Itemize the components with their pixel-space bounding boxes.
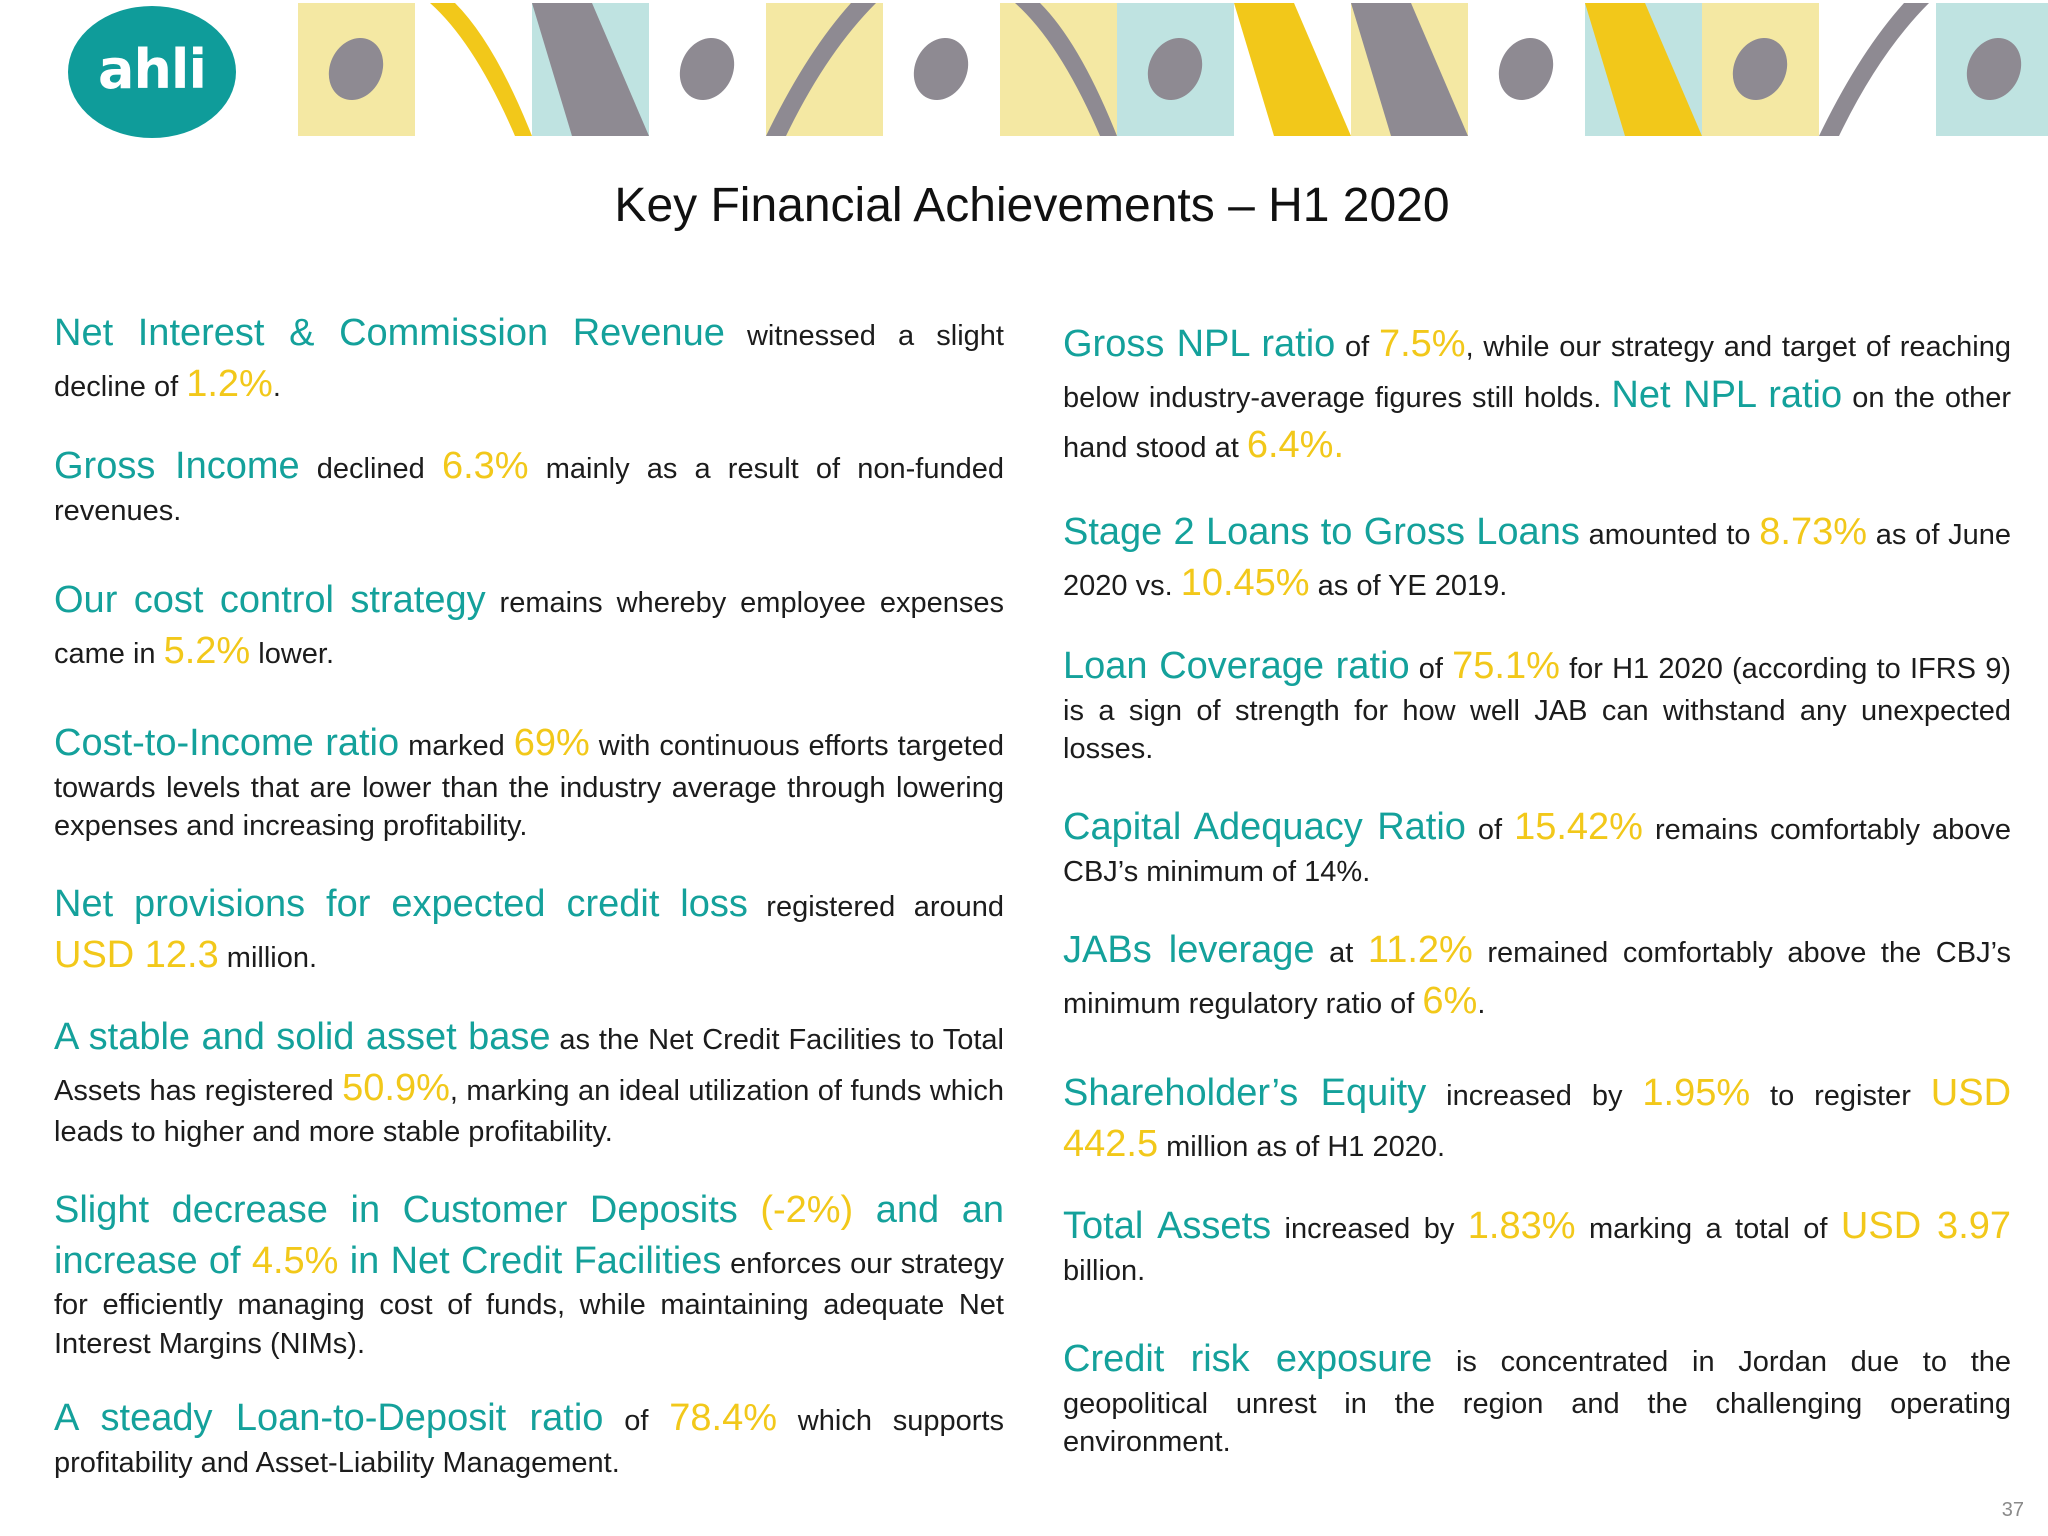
- logo-text: ahli: [98, 37, 206, 101]
- banner-tile: [1234, 3, 1351, 136]
- cost-to-income-paragraph: [54, 718, 1004, 846]
- body-text: is concentrated in Jordan due to the geopolitical unrest in the region and the challenging operating environment.: [1063, 1346, 2012, 1459]
- body-text: mainly as a result of non-funded revenues.: [54, 453, 1004, 527]
- highlight-label: Our cost control strategy: [54, 579, 486, 621]
- highlight-value: 6.3%: [441, 445, 529, 487]
- highlight-label: in Net Credit Facilities: [338, 1239, 722, 1282]
- highlight-value: 5.2%: [163, 629, 251, 672]
- loan-to-deposit-paragraph: [54, 1393, 1004, 1482]
- highlight-label: Net Interest & Commission Revenue: [54, 312, 725, 354]
- stage-2-loans-paragraph: [1063, 507, 2011, 608]
- banner-tile: [1585, 3, 1702, 136]
- body-text: remains comfortably above CBJ’s minimum of 14%.: [1063, 814, 2011, 888]
- net-interest-paragraph: [54, 308, 1004, 409]
- highlight-value: 4.5%: [251, 1239, 339, 1282]
- highlight-value: USD 3.97: [1840, 1205, 2012, 1247]
- leverage-paragraph: [1063, 925, 2011, 1026]
- highlight-label: Loan Coverage ratio: [1063, 645, 1410, 687]
- highlight-value: 8.73%: [1759, 511, 1868, 553]
- highlight-value: 6.4%.: [1246, 424, 1344, 467]
- highlight-value: 7.5%: [1378, 323, 1466, 365]
- body-text: of: [603, 1405, 670, 1437]
- loan-coverage-paragraph: [1063, 641, 2011, 769]
- highlight-value: USD 442.5: [1063, 1072, 2012, 1165]
- body-text: at: [1314, 937, 1368, 969]
- total-assets-paragraph: [1063, 1201, 2011, 1290]
- banner-tile: [649, 3, 766, 136]
- ahli-logo: [68, 6, 236, 138]
- body-text: registered around: [747, 891, 1004, 923]
- body-text: lower.: [250, 637, 335, 670]
- body-text: , marking an ideal utilization of funds which leads to higher and more stable profitability.: [54, 1074, 1004, 1149]
- highlight-label: Slight decrease in Customer Deposits: [54, 1189, 761, 1231]
- body-text: amounted to: [1579, 519, 1760, 551]
- net-provisions-paragraph: [54, 879, 1004, 980]
- banner-tile: [1936, 3, 2048, 136]
- gross-income-paragraph: [54, 441, 1004, 530]
- body-text: as of June 2020 vs.: [1063, 519, 2012, 602]
- banner-tile: [766, 3, 883, 136]
- highlight-value: USD 12.3: [54, 933, 219, 976]
- body-text: .: [272, 370, 281, 403]
- body-text: as the Net Credit Facilities to Total Assets has registered: [54, 1024, 1005, 1107]
- body-text: on the other hand stood at: [1063, 381, 2011, 465]
- highlight-label: Gross Income: [54, 445, 300, 487]
- body-text: witnessed a slight decline of: [54, 320, 1004, 403]
- body-text: of: [1335, 331, 1379, 363]
- decorative-banner: [298, 3, 2048, 136]
- gross-npl-paragraph: [1063, 319, 2011, 471]
- highlight-value: 11.2%: [1367, 929, 1473, 971]
- body-text: increased by: [1426, 1080, 1643, 1112]
- body-text: billion.: [1063, 1254, 1146, 1287]
- banner-tile: [1000, 3, 1117, 136]
- banner-tile: [1351, 3, 1468, 136]
- highlight-label: Shareholder’s Equity: [1063, 1072, 1427, 1114]
- banner-tile: [532, 3, 649, 136]
- body-text: declined: [299, 453, 442, 485]
- body-text: remained comfortably above the CBJ’s minimum regulatory ratio of: [1063, 937, 2011, 1020]
- highlight-label: Total Assets: [1063, 1205, 1272, 1247]
- asset-base-paragraph: [54, 1012, 1004, 1152]
- highlight-value: (-2%): [760, 1189, 854, 1231]
- body-text: for H1 2020 (according to IFRS 9) is a sign of strength for how well JAB can withstand any unexpected losses.: [1063, 653, 2011, 766]
- body-text: million.: [218, 941, 318, 974]
- highlight-value: 75.1%: [1452, 645, 1560, 687]
- banner-tile: [298, 3, 415, 136]
- highlight-label: Capital Adequacy Ratio: [1063, 806, 1466, 848]
- highlight-value: 15.42%: [1514, 806, 1643, 848]
- highlight-label: JABs leverage: [1063, 929, 1315, 971]
- highlight-value: 1.2%: [186, 362, 273, 405]
- banner-tile: [415, 3, 532, 136]
- banner-tile: [1117, 3, 1234, 136]
- body-text: .: [1477, 987, 1486, 1020]
- highlight-label: Credit risk exposure: [1063, 1338, 1433, 1380]
- body-text: which supports profitability and Asset-Liability Management.: [54, 1405, 1004, 1479]
- highlight-value: 1.95%: [1642, 1072, 1751, 1114]
- body-text: as of YE 2019.: [1309, 569, 1508, 602]
- body-text: enforces our strategy for efficiently managing cost of funds, while maintaining adequate Net Interest Margins (NIMs).: [54, 1247, 1004, 1360]
- highlight-value: 10.45%: [1180, 561, 1310, 604]
- shareholders-equity-paragraph: [1063, 1068, 2011, 1169]
- body-text: marked: [399, 730, 514, 762]
- body-text: marking a total of: [1575, 1213, 1841, 1245]
- capital-adequacy-paragraph: [1063, 802, 2011, 891]
- highlight-label: Cost-to-Income ratio: [54, 722, 400, 764]
- highlight-value: 69%: [513, 722, 590, 764]
- banner-tile: [1468, 3, 1585, 136]
- highlight-label: Gross NPL ratio: [1063, 323, 1336, 365]
- body-text: of: [1409, 653, 1453, 685]
- banner-tile: [883, 3, 1000, 136]
- highlight-value: 1.83%: [1467, 1205, 1576, 1247]
- body-text: with continuous efforts targeted towards levels that are lower than the industry average through lowering expenses and increasing profitability.: [54, 730, 1004, 843]
- body-text: remains whereby employee expenses came in: [54, 587, 1004, 670]
- credit-risk-paragraph: [1063, 1334, 2011, 1462]
- banner-tile: [1819, 3, 1936, 136]
- cost-control-paragraph: [54, 575, 1004, 676]
- highlight-label: Stage 2 Loans to Gross Loans: [1063, 511, 1580, 553]
- body-text: to register: [1750, 1080, 1931, 1112]
- body-text: million as of H1 2020.: [1158, 1130, 1446, 1163]
- body-text: of: [1465, 814, 1515, 846]
- highlight-label: and an increase of: [54, 1189, 1004, 1282]
- body-text: , while our strategy and target of reaching below industry-average figures still holds.: [1063, 331, 2011, 414]
- page-number: 37: [2001, 1499, 2024, 1521]
- highlight-label: A stable and solid asset base: [54, 1016, 551, 1058]
- highlight-value: 50.9%: [342, 1066, 450, 1109]
- banner-tile: [1702, 3, 1819, 136]
- highlight-value: 78.4%: [669, 1397, 777, 1439]
- body-text: increased by: [1271, 1213, 1468, 1245]
- page-title: Key Financial Achievements – H1 2020: [614, 179, 1450, 232]
- highlight-value: 6%: [1422, 979, 1478, 1022]
- highlight-label: Net provisions for expected credit loss: [54, 883, 748, 925]
- highlight-label: A steady Loan-to-Deposit ratio: [54, 1397, 604, 1439]
- customer-deposits-paragraph: [54, 1185, 1004, 1363]
- highlight-label: Net NPL ratio: [1611, 373, 1843, 416]
